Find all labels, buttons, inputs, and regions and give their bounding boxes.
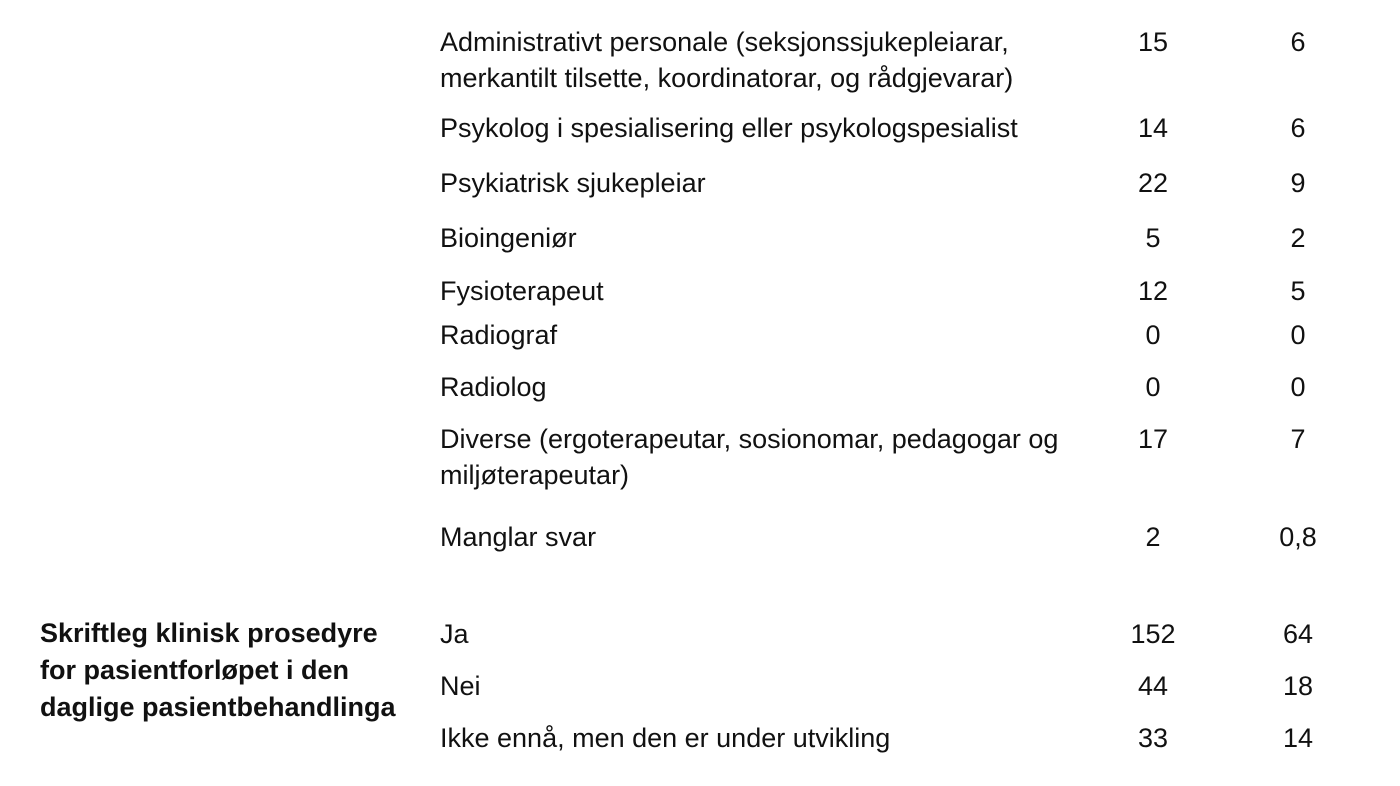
row-label: Diverse (ergoterapeutar, sosionomar, pedagogar og miljøterapeutar) xyxy=(440,424,1059,490)
row-count: 5 xyxy=(1145,223,1161,253)
row-percent: 14 xyxy=(1282,723,1314,753)
row-count: 33 xyxy=(1137,723,1169,753)
row-label: Ikke ennå, men den er under utvikling xyxy=(440,723,891,753)
row-label: Psykiatrisk sjukepleiar xyxy=(440,168,706,198)
row-label: Fysioterapeut xyxy=(440,276,604,306)
row-label: Radiolog xyxy=(440,372,547,402)
row-label: Psykolog i spesialisering eller psykologspesialist xyxy=(440,113,1018,143)
cut-off-text-line xyxy=(440,0,1060,8)
row-percent: 64 xyxy=(1282,619,1314,649)
row-count: 0 xyxy=(1145,372,1161,402)
row-percent: 5 xyxy=(1290,276,1306,306)
row-percent: 18 xyxy=(1282,671,1314,701)
row-count: 44 xyxy=(1137,671,1169,701)
row-percent: 7 xyxy=(1290,424,1306,454)
row-count: 2 xyxy=(1145,522,1161,552)
row-label: Bioingeniør xyxy=(440,223,577,253)
row-count: 12 xyxy=(1137,276,1169,306)
row-percent: 6 xyxy=(1290,27,1306,57)
row-label: Radiograf xyxy=(440,320,558,350)
row-label: Nei xyxy=(440,671,481,701)
row-percent: 0 xyxy=(1290,372,1306,402)
row-count: 15 xyxy=(1137,27,1169,57)
row-count: 22 xyxy=(1137,168,1169,198)
row-count: 152 xyxy=(1130,619,1176,649)
row-percent: 0 xyxy=(1290,320,1306,350)
row-percent: 0,8 xyxy=(1279,522,1317,552)
row-count: 0 xyxy=(1145,320,1161,350)
row-percent: 2 xyxy=(1290,223,1306,253)
row-label: Administrativt personale (seksjonssjukepleiarar, merkantilt tilsette, koordinatorar, og rådgjevarar) xyxy=(440,27,1014,93)
row-label: Ja xyxy=(440,619,469,649)
row-count: 14 xyxy=(1137,113,1169,143)
row-percent: 9 xyxy=(1290,168,1306,198)
row-percent: 6 xyxy=(1290,113,1306,143)
section-heading: Skriftleg klinisk prosedyre for pasientforløpet i den daglige pasientbehandlinga xyxy=(40,618,396,722)
row-label: Manglar svar xyxy=(440,522,597,552)
row-count: 17 xyxy=(1137,424,1169,454)
